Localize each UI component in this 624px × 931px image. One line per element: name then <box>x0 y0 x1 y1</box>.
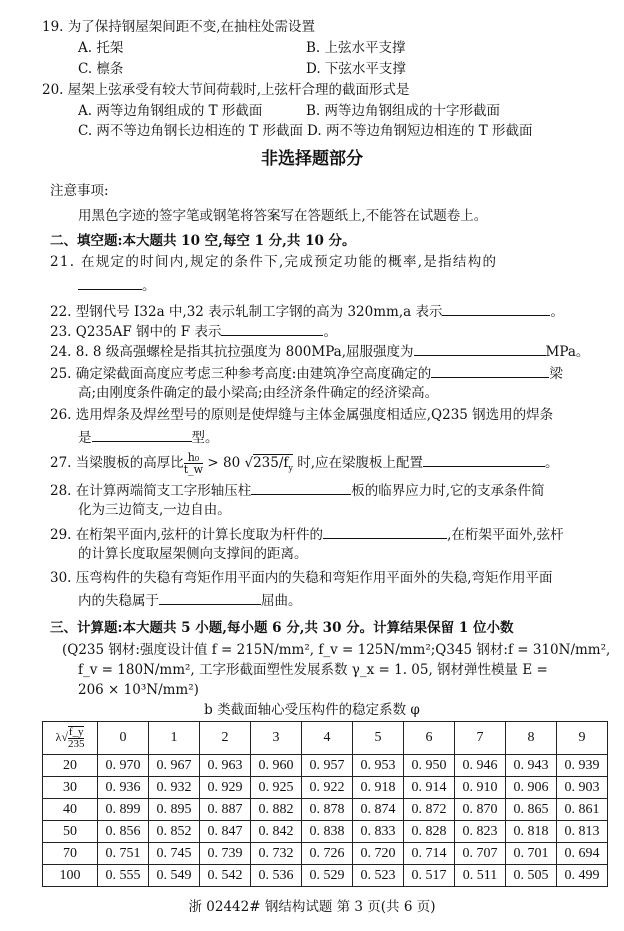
table-row <box>43 799 608 821</box>
table-cell: 0. 939 <box>557 755 608 777</box>
stability-coefficient-table <box>42 721 608 887</box>
option-d: D. 两不等边角钢短边相连的 T 形截面 <box>307 123 533 139</box>
column-header: 0 <box>98 722 149 755</box>
table-cell: 0. 970 <box>98 755 149 777</box>
answer-blank[interactable] <box>423 453 545 467</box>
table-cell: 0. 950 <box>404 755 455 777</box>
table-cell: 0. 542 <box>200 865 251 887</box>
option-a: A. 两等边角钢组成的 T 形截面 <box>78 103 263 119</box>
table-cell: 0. 882 <box>251 799 302 821</box>
column-header: 2 <box>200 722 251 755</box>
table-cell: 0. 910 <box>455 777 506 799</box>
question-stem: 19. 为了保持钢屋架间距不变,在抽柱处需设置 <box>42 19 316 35</box>
question-26: 26. 选用焊条及焊丝型号的原则是使焊缝与主体金属强度相适应,Q235 钢选用的焊条 <box>50 407 554 423</box>
part3-note-line3: 206 × 10³N/mm²) <box>78 682 199 698</box>
table-cell: 0. 946 <box>455 755 506 777</box>
table-cell: 0. 549 <box>149 865 200 887</box>
part3-title: 三、计算题:本大题共 5 小题,每小题 6 分,共 30 分。计算结果保留 1 位小数 <box>50 620 514 636</box>
row-header: 20 <box>43 755 98 777</box>
table-cell: 0. 511 <box>455 865 506 887</box>
table-cell: 0. 523 <box>353 865 404 887</box>
table-cell: 0. 813 <box>557 821 608 843</box>
table-cell: 0. 555 <box>98 865 149 887</box>
sqrt-expression: $235/f_y$ <box>253 455 293 473</box>
table-cell: 0. 529 <box>302 865 353 887</box>
table-cell: 0. 751 <box>98 843 149 865</box>
answer-blank[interactable] <box>442 302 550 316</box>
row-header: 30 <box>43 777 98 799</box>
question-29: 29. 在桁架平面内,弦杆的计算长度取为杆件的 ,在桁架平面外,弦杆 <box>50 527 564 543</box>
column-header: 3 <box>251 722 302 755</box>
table-cell: 0. 865 <box>506 799 557 821</box>
column-header: 5 <box>353 722 404 755</box>
option-c: C. 两不等边角钢长边相连的 T 形截面 <box>78 123 304 139</box>
table-row <box>43 777 608 799</box>
column-header: 7 <box>455 722 506 755</box>
question-28-cont: 化为三边简支,一边自由。 <box>78 502 231 518</box>
answer-blank[interactable] <box>159 591 261 605</box>
option-d: D. 下弦水平支撑 <box>306 61 406 77</box>
part2-title: 二、填空题:本大题共 10 空,每空 1 分,共 10 分。 <box>50 233 356 249</box>
table-cell: 0. 943 <box>506 755 557 777</box>
part3-note-line1: (Q235 钢材:强度设计值 f = 215N/mm², f_v = 125N/mm²;Q345 钢材:f = 310N/mm², <box>62 642 611 658</box>
answer-blank[interactable] <box>92 428 192 442</box>
options-row-ab <box>78 40 406 57</box>
table-cell: 0. 918 <box>353 777 404 799</box>
question-25: 25. 确定梁截面高度应考虑三种参考高度:由建筑净空高度确定的 梁 <box>50 366 563 382</box>
options-row-cd <box>78 61 406 78</box>
table-cell: 0. 936 <box>98 777 149 799</box>
section-title: 非选择题部分 <box>261 149 363 169</box>
column-header: 9 <box>557 722 608 755</box>
column-header: 4 <box>302 722 353 755</box>
question-22: 22. 型钢代号 I32a 中,32 表示轧制工字钢的高为 320mm,a 表示 。 <box>50 304 564 320</box>
options-row-ab <box>78 103 500 120</box>
table-cell: 0. 932 <box>149 777 200 799</box>
question-30: 30. 压弯构件的失稳有弯矩作用平面内的失稳和弯矩作用平面外的失稳,弯矩作用平面 <box>50 570 553 586</box>
row-header: 40 <box>43 799 98 821</box>
answer-blank[interactable] <box>78 276 142 290</box>
table-cell: 0. 856 <box>98 821 149 843</box>
question-23: 23. Q235AF 钢中的 F 表示 。 <box>50 324 337 340</box>
notice-text: 用黑色字迹的签字笔或钢笔将答案写在答题纸上,不能答在试题卷上。 <box>78 208 488 224</box>
ratio-fraction: $\frac{\text{h₀}}{t\_w}$ <box>183 451 204 476</box>
question-25-cont: 高;由刚度条件确定的最小梁高;由经济条件确定的经济梁高。 <box>78 385 439 401</box>
table-cell: 0. 828 <box>404 821 455 843</box>
table-cell: 0. 878 <box>302 799 353 821</box>
table-cell: 0. 861 <box>557 799 608 821</box>
table-cell: 0. 963 <box>200 755 251 777</box>
table-header-row <box>43 722 608 755</box>
table-cell: 0. 833 <box>353 821 404 843</box>
answer-blank[interactable] <box>251 481 351 495</box>
table-cell: 0. 726 <box>302 843 353 865</box>
question-24: 24. 8. 8 级高强螺栓是指其抗拉强度为 800MPa,屈服强度为 MPa。 <box>50 344 590 360</box>
table-row <box>43 865 608 887</box>
table-caption: b 类截面轴心受压构件的稳定系数 φ <box>204 702 420 718</box>
question-21-blank: 。 <box>78 276 156 295</box>
row-header: 100 <box>43 865 98 887</box>
table-cell: 0. 872 <box>404 799 455 821</box>
question-28: 28. 在计算两端简支工字形轴压柱 板的临界应力时,它的支承条件简 <box>50 483 545 499</box>
table-cell: 0. 903 <box>557 777 608 799</box>
table-cell: 0. 701 <box>506 843 557 865</box>
table-cell: 0. 720 <box>353 843 404 865</box>
table-cell: 0. 887 <box>200 799 251 821</box>
table-row <box>43 821 608 843</box>
notice-title: 注意事项: <box>50 183 109 199</box>
question-29-cont: 的计算长度取屋架侧向支撑间的距离。 <box>78 546 308 562</box>
answer-blank[interactable] <box>431 364 549 378</box>
option-a: A. 托架 <box>78 40 124 56</box>
table-cell: 0. 517 <box>404 865 455 887</box>
table-cell: 0. 960 <box>251 755 302 777</box>
column-header: 8 <box>506 722 557 755</box>
table-cell: 0. 870 <box>455 799 506 821</box>
question-21: 21. 在规定的时间内,规定的条件下,完成预定功能的概率,是指结构的 <box>50 254 498 270</box>
table-cell: 0. 745 <box>149 843 200 865</box>
table-cell: 0. 823 <box>455 821 506 843</box>
answer-blank[interactable] <box>414 342 546 356</box>
table-cell: 0. 536 <box>251 865 302 887</box>
table-cell: 0. 739 <box>200 843 251 865</box>
options-row-cd <box>78 123 533 140</box>
table-cell: 0. 953 <box>353 755 404 777</box>
part3-note-line2: f_v = 180N/mm², 工字形截面塑性发展系数 γ_x = 1. 05, 钢材弹性模量 E = <box>78 662 548 678</box>
table-cell: 0. 925 <box>251 777 302 799</box>
option-b: B. 上弦水平支撑 <box>306 40 406 56</box>
question-27: 27. 当梁腹板的高厚比 $\frac{\text{h₀}}{t\_w}$ > 80 $√235/f_y$ 时,应在梁腹板上配置 。 <box>50 451 559 476</box>
option-c: C. 檩条 <box>78 61 124 77</box>
table-cell: 0. 505 <box>506 865 557 887</box>
table-row <box>43 843 608 865</box>
page-footer: 浙 02442# 钢结构试题 第 3 页(共 6 页) <box>188 899 436 915</box>
table-cell: 0. 929 <box>200 777 251 799</box>
column-header: 1 <box>149 722 200 755</box>
table-cell: 0. 899 <box>98 799 149 821</box>
column-header: 6 <box>404 722 455 755</box>
row-header: 70 <box>43 843 98 865</box>
table-cell: 0. 707 <box>455 843 506 865</box>
corner-header: λ√ $\frac{f\_y}{235}$ <box>43 722 98 755</box>
answer-blank[interactable] <box>221 322 323 336</box>
row-header: 50 <box>43 821 98 843</box>
table-cell: 0. 914 <box>404 777 455 799</box>
table-cell: 0. 714 <box>404 843 455 865</box>
table-cell: 0. 957 <box>302 755 353 777</box>
table-cell: 0. 922 <box>302 777 353 799</box>
table-cell: 0. 874 <box>353 799 404 821</box>
table-cell: 0. 842 <box>251 821 302 843</box>
table-cell: 0. 895 <box>149 799 200 821</box>
question-26-cont: 是 型。 <box>78 430 219 446</box>
table-cell: 0. 967 <box>149 755 200 777</box>
table-cell: 0. 906 <box>506 777 557 799</box>
table-row <box>43 755 608 777</box>
question-30-cont: 内的失稳属于 屈曲。 <box>78 593 302 609</box>
option-b: B. 两等边角钢组成的十字形截面 <box>306 103 501 119</box>
table-cell: 0. 818 <box>506 821 557 843</box>
table-cell: 0. 847 <box>200 821 251 843</box>
answer-blank[interactable] <box>323 525 447 539</box>
question-stem: 20. 屋架上弦承受有较大节间荷载时,上弦杆合理的截面形式是 <box>42 82 410 98</box>
table-cell: 0. 732 <box>251 843 302 865</box>
table-cell: 0. 838 <box>302 821 353 843</box>
table-cell: 0. 694 <box>557 843 608 865</box>
table-cell: 0. 499 <box>557 865 608 887</box>
table-cell: 0. 852 <box>149 821 200 843</box>
